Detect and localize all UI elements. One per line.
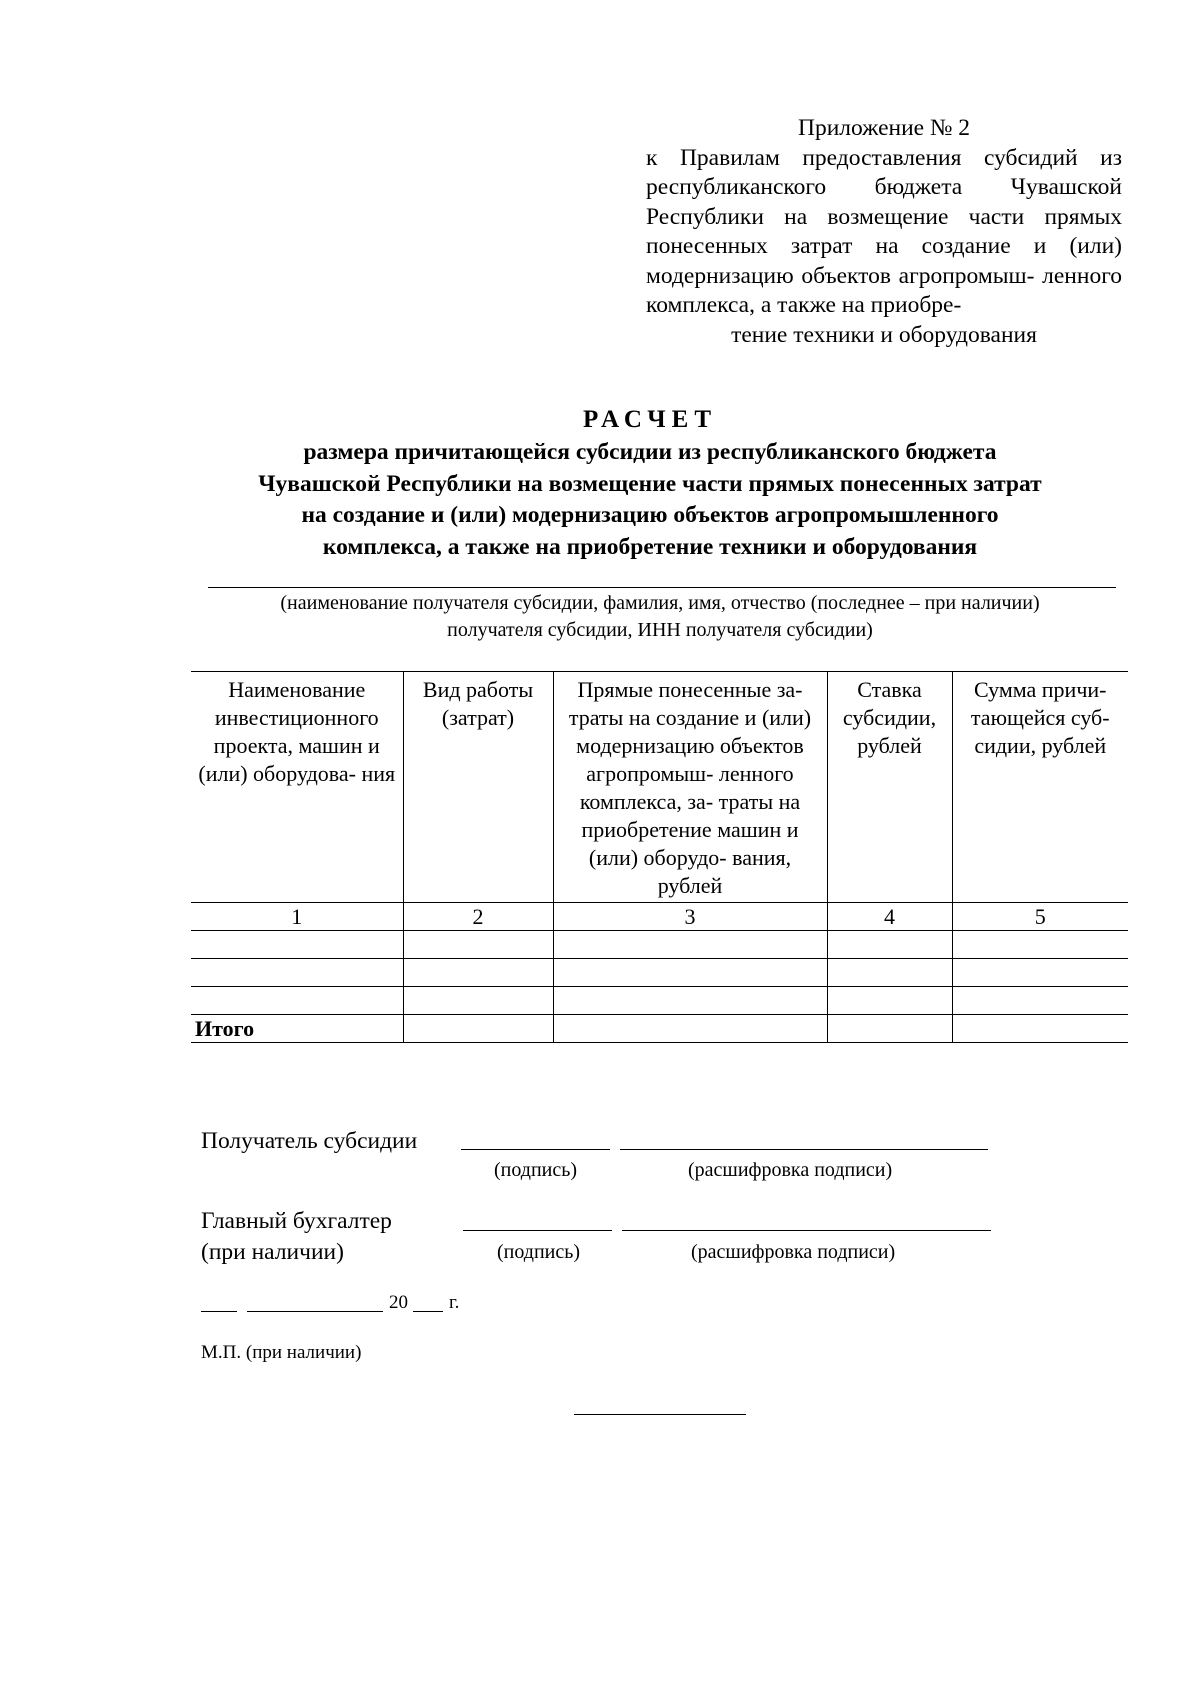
- accountant-transcript-caption: (расшифровка подписи): [691, 1241, 896, 1263]
- table-row: [191, 987, 1128, 1015]
- table-cell[interactable]: [191, 987, 403, 1015]
- table-cell[interactable]: [553, 1015, 827, 1043]
- recipient-caption-line-1: (наименование получателя субсидии, фамилия, имя, отчество (последнее – при наличии): [280, 592, 1040, 614]
- table-cell[interactable]: [952, 959, 1128, 987]
- table-cell[interactable]: [952, 931, 1128, 959]
- heading-line-2: Чувашской Республики на возмещение части прямых понесенных затрат: [258, 470, 1042, 497]
- header-subsidy-rate: Ставка субсидии, рублей: [827, 672, 952, 903]
- table-cell[interactable]: [403, 931, 553, 959]
- column-number: 1: [191, 903, 403, 931]
- accountant-transcript-line[interactable]: [622, 1230, 991, 1231]
- document-title: РАСЧЕТ: [582, 406, 717, 433]
- header-project-name: Наименование инвестиционного проекта, машин и (или) оборудова- ния: [198, 677, 396, 786]
- table-cell[interactable]: [191, 931, 403, 959]
- date-year-suffix: г.: [449, 1292, 460, 1313]
- column-number: 4: [827, 903, 952, 931]
- table-header-row: [191, 672, 1128, 903]
- appendix-last-line: тение техники и оборудования: [731, 321, 1037, 348]
- heading-line-3: на создание и (или) модернизацию объектов агропромышленного: [301, 502, 999, 528]
- stamp-label: М.П. (при наличии): [201, 1342, 362, 1363]
- table-cell[interactable]: [827, 987, 952, 1015]
- accountant-label-note: (при наличии): [201, 1239, 344, 1265]
- column-number: 5: [952, 903, 1128, 931]
- table-cell[interactable]: [403, 987, 553, 1015]
- document-heading: [150, 403, 1150, 562]
- table-cell[interactable]: [827, 1015, 952, 1043]
- table-cell[interactable]: [827, 959, 952, 987]
- table-row: [191, 931, 1128, 959]
- date-year-line[interactable]: [413, 1311, 443, 1312]
- recipient-signature-line[interactable]: [461, 1149, 610, 1150]
- column-number-row: [191, 903, 1128, 931]
- accountant-signature-line[interactable]: [463, 1230, 612, 1231]
- closing-rule: [574, 1414, 746, 1415]
- table-cell[interactable]: [952, 1015, 1128, 1043]
- table-cell[interactable]: [191, 959, 403, 987]
- column-number: 3: [553, 903, 827, 931]
- header-direct-costs: Прямые понесенные за- траты на создание и (или) модернизацию объектов агропромыш- ленного комплекса, за- траты на приобретение машин и (или) оборудо- вания, рублей: [553, 672, 827, 903]
- table-cell[interactable]: [403, 1015, 553, 1043]
- recipient-signature-label: Получатель субсидии: [201, 1128, 418, 1154]
- accountant-signature-caption: (подпись): [497, 1241, 581, 1263]
- date-month-line[interactable]: [247, 1311, 383, 1312]
- heading-line-1: размера причитающейся субсидии из республиканского бюджета: [303, 439, 997, 465]
- table-cell[interactable]: [553, 931, 827, 959]
- appendix-body: к Правилам предоставления субсидий из республиканского бюджета Чувашской Республики на возмещение части прямых понесенных затрат на создание и (или) модернизацию объектов агропромыш- ленного комплекса, а также на приобре-: [646, 144, 1122, 318]
- total-row: [191, 1015, 1128, 1043]
- table-cell[interactable]: [403, 959, 553, 987]
- date-year-prefix: 20: [389, 1292, 408, 1313]
- recipient-transcript-caption: (расшифровка подписи): [688, 1159, 893, 1181]
- table-row: [191, 959, 1128, 987]
- recipient-caption: [160, 590, 1160, 644]
- total-label: Итого: [191, 1015, 403, 1043]
- table-cell[interactable]: [952, 987, 1128, 1015]
- recipient-signature-caption: (подпись): [494, 1159, 578, 1181]
- calculation-table: [191, 671, 1128, 1043]
- date-day-line[interactable]: [201, 1311, 237, 1312]
- heading-line-4: комплекса, а также на приобретение техники и оборудования: [322, 533, 978, 560]
- recipient-transcript-line[interactable]: [620, 1149, 988, 1150]
- header-work-type: Вид работы (затрат): [403, 672, 553, 903]
- recipient-name-line: [208, 587, 1116, 588]
- appendix-title: Приложение № 2: [797, 115, 971, 141]
- recipient-caption-line-2: получателя субсидии, ИНН получателя субсидии): [447, 619, 873, 641]
- appendix-block: [646, 114, 1122, 350]
- column-number: 2: [403, 903, 553, 931]
- table-cell[interactable]: [553, 987, 827, 1015]
- header-subsidy-amount: Сумма причи- тающейся суб- сидии, рублей: [952, 672, 1128, 903]
- table-cell[interactable]: [827, 931, 952, 959]
- table-cell[interactable]: [553, 959, 827, 987]
- accountant-label: Главный бухгалтер: [201, 1208, 392, 1234]
